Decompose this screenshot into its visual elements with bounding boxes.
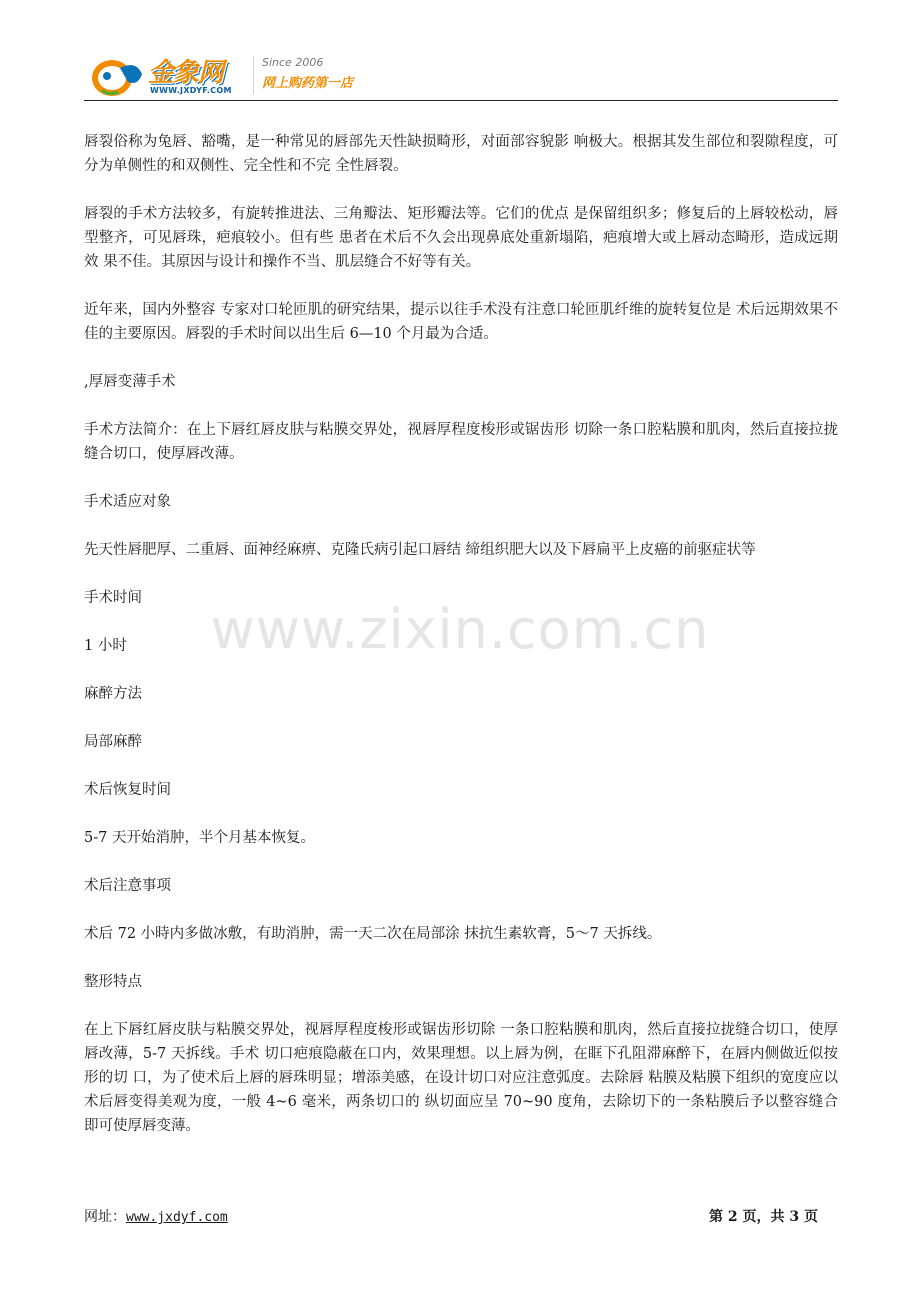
- section-heading-aftercare: 术后注意事项: [84, 878, 171, 894]
- paragraph-research: 近年来，国内外整容 专家对口轮匝肌的研究结果，提示以往手术没有注意口轮匝肌纤维的旋转复位是 术后远期效果不佳的主要原因。唇裂的手术时间以出生后 6—10 个月最为合适。: [84, 302, 838, 342]
- section-heading-anesthesia: 麻醉方法: [84, 686, 142, 702]
- watermark: www.zixin.com.cn: [210, 598, 710, 661]
- paragraph-recovery: 5-7 天开始消肿，半个月基本恢复。: [84, 830, 315, 846]
- page-header: [84, 48, 838, 100]
- section-heading-thin-lip: ,厚唇变薄手术: [84, 374, 176, 390]
- section-heading-indications: 手术适应对象: [84, 494, 171, 510]
- paragraph-anesthesia: 局部麻醉: [84, 734, 142, 750]
- footer-url-link[interactable]: www.jxdyf.com: [126, 1210, 228, 1225]
- document-body: [84, 130, 838, 1162]
- logo-text: 金象网: [148, 58, 224, 88]
- slogan-text: 网上购药第一店: [262, 76, 354, 91]
- site-logo[interactable]: [90, 52, 250, 100]
- paragraph-indications: 先天性唇肥厚、二重唇、面神经麻痹、克隆氏病引起口唇结 缔组织肥大以及下唇扁平上皮癌的前驱症状等: [84, 542, 756, 558]
- since-text: Since 2006: [262, 56, 324, 69]
- paragraph-method-summary: 手术方法简介：在上下唇红唇皮肤与粘膜交界处，视唇厚程度梭形或锯齿形 切除一条口腔粘膜和肌肉，然后直接拉拢缝合切口，使厚唇改薄。: [84, 422, 838, 462]
- paragraph-features: 在上下唇红唇皮肤与粘膜交界处，视唇厚程度梭形或锯齿形切除 一条口腔粘膜和肌肉，然后直接拉拢缝合切口，使厚唇改薄，5-7 天拆线。手术 切口疤痕隐蔽在口内，效果理想。以上唇为例，在眶下孔阻滞麻醉下，在唇内侧做近似按形的切 口，为了使术后上唇的唇珠明显；增添美感，在设计切口对应注意弧度。去除唇 粘膜及粘膜下组织的宽度应以术后唇变得美观为度，一般 4~6 毫米，两条切口的 纵切面应呈 70~90 度角，去除切下的一条粘膜后予以整容缝合即可使厚唇变薄。: [84, 1022, 838, 1134]
- logo-url-text: WWW.JXDYF.COM: [150, 86, 232, 95]
- section-heading-features: 整形特点: [84, 974, 142, 990]
- footer-url-label: 网址：: [84, 1209, 126, 1225]
- header-rule: [84, 100, 838, 101]
- header-divider: [253, 56, 254, 94]
- elephant-logo-icon: [90, 54, 146, 98]
- paragraph-aftercare: 术后 72 小時内多做冰敷，有助消肿，需一天二次在局部涂 抹抗生素软膏，5～7 天拆线。: [84, 926, 662, 942]
- paragraph-duration: 1 小时: [84, 638, 127, 654]
- section-heading-duration: 手术时间: [84, 590, 142, 606]
- paragraph-cleft-lip-intro: 唇裂俗称为兔唇、豁嘴，是一种常见的唇部先天性缺损畸形，对面部容貌影 响极大。根据其发生部位和裂隙程度，可分为单侧性的和双侧性、完全性和不完 全性唇裂。: [84, 134, 838, 174]
- footer-url: [84, 1206, 228, 1226]
- section-heading-recovery: 术后恢复时间: [84, 782, 171, 798]
- page-number: 第 2 页，共 3 页: [709, 1209, 818, 1225]
- paragraph-surgery-methods: 唇裂的手术方法较多，有旋转推进法、三角瓣法、矩形瓣法等。它们的优点 是保留组织多；修复后的上唇较松动，唇型整齐，可见唇珠，疤痕较小。但有些 患者在术后不久会出现鼻底处重新塌陷，疤痕增大或上唇动态畸形，造成远期效 果不佳。其原因与设计和操作不当、肌层缝合不好等有关。: [84, 206, 838, 270]
